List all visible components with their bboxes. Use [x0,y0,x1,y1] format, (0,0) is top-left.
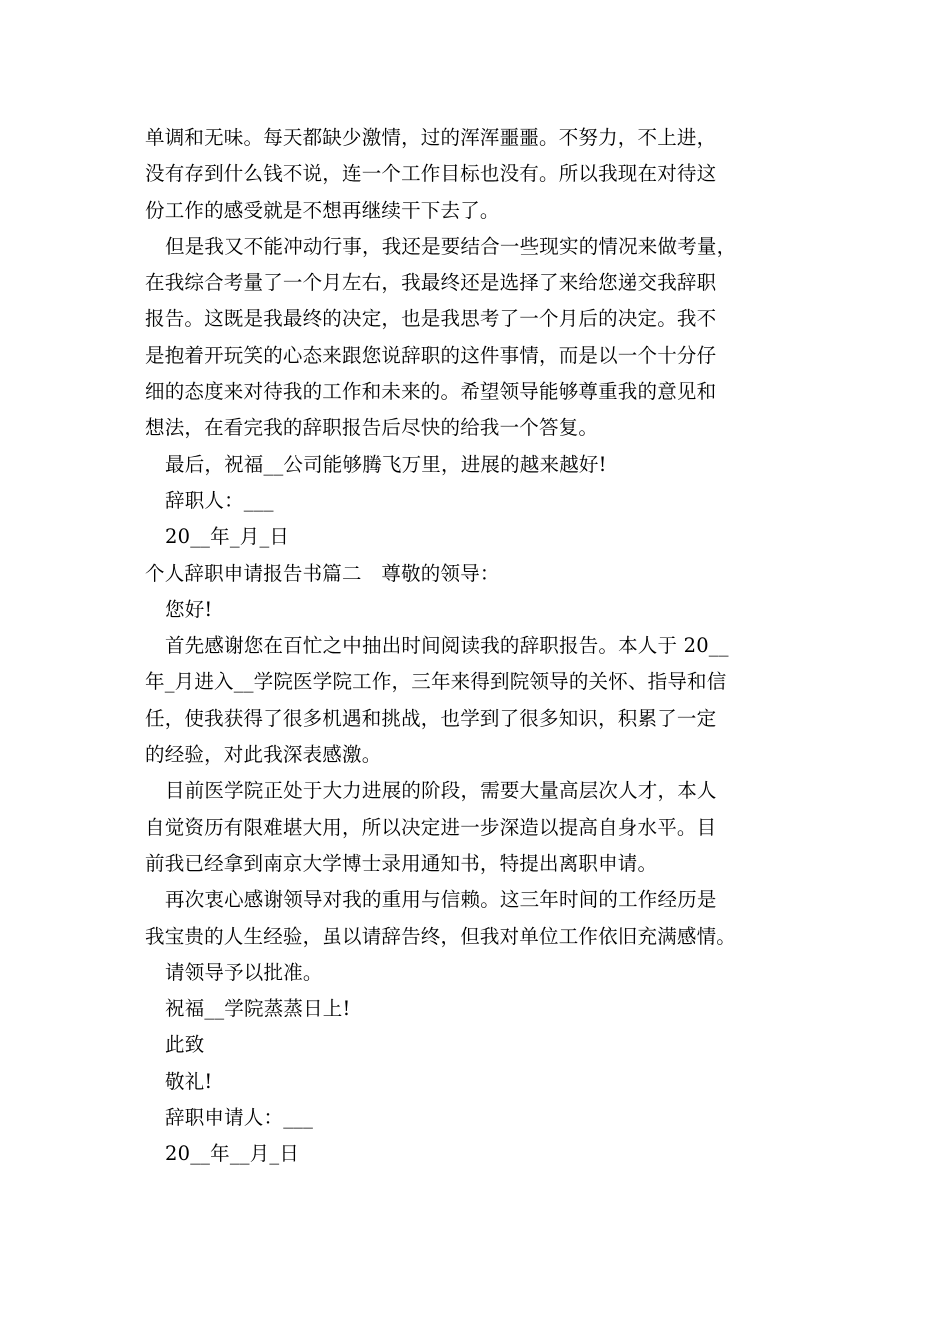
text-line: 没有存到什么钱不说，连一个工作目标也没有。所以我现在对待这 [145,162,717,186]
text-line: 年_月进入__学院医学院工作，三年来得到院领导的关怀、指导和信 [145,670,727,694]
text-line: 敬礼! [165,1069,213,1093]
text-line: 20__年_月_日 [165,525,290,549]
text-line: 祝福__学院蒸蒸日上! [165,997,351,1021]
text-line: 任，使我获得了很多机遇和挑战，也学到了很多知识，积累了一定 [145,706,717,730]
text-line: 但是我又不能冲动行事，我还是要结合一些现实的情况来做考量， [165,234,737,258]
text-line: 最后，祝福__公司能够腾飞万里，进展的越来越好! [165,452,607,476]
text-line: 辞职人：___ [165,488,274,512]
text-line: 我宝贵的人生经验，虽以请辞告终，但我对单位工作依旧充满感情。 [145,924,737,948]
text-line: 前我已经拿到南京大学博士录用通知书，特提出离职申请。 [145,851,658,875]
text-line: 首先感谢您在百忙之中抽出时间阅读我的辞职报告。本人于 20__ [165,634,729,658]
text-line: 再次衷心感谢领导对我的重用与信赖。这三年时间的工作经历是 [165,888,717,912]
text-line: 份工作的感受就是不想再继续干下去了。 [145,198,500,222]
text-line: 20__年__月_日 [165,1142,300,1166]
text-line: 自觉资历有限难堪大用，所以决定进一步深造以提高自身水平。目 [145,815,717,839]
text-line: 单调和无味。每天都缺少激情，过的浑浑噩噩。不努力，不上进， [145,126,717,149]
text-line: 您好! [165,597,213,621]
text-line: 此致 [165,1033,205,1057]
document-body [145,120,810,1173]
text-line: 个人辞职申请报告书篇二 尊敬的领导： [145,561,500,585]
text-line: 在我综合考量了一个月左右，我最终还是选择了来给您递交我辞职 [145,271,717,295]
text-line: 细的态度来对待我的工作和未来的。希望领导能够尊重我的意见和 [145,380,717,404]
text-line: 想法，在看完我的辞职报告后尽快的给我一个答复。 [145,416,599,440]
text-line: 是抱着开玩笑的心态来跟您说辞职的这件事情，而是以一个十分仔 [145,343,717,367]
text-line: 目前医学院正处于大力进展的阶段，需要大量高层次人才，本人 [165,779,717,803]
text-line: 请领导予以批准。 [165,960,323,984]
text-line: 报告。这既是我最终的决定，也是我思考了一个月后的决定。我不 [145,307,717,331]
text-line: 辞职申请人：___ [165,1106,314,1130]
text-line: 的经验，对此我深表感激。 [145,743,382,767]
